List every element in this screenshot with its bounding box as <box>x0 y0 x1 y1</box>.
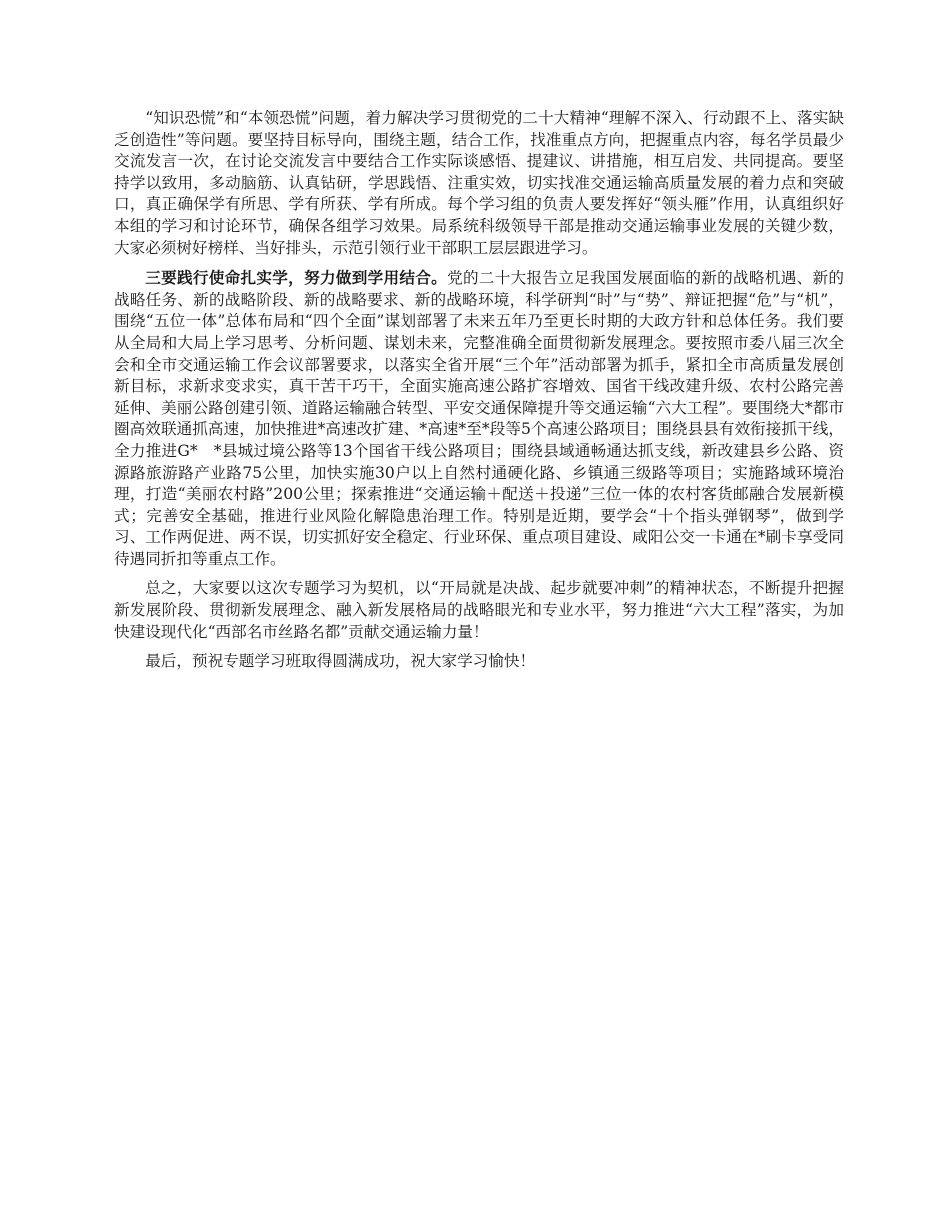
paragraph-4 <box>114 651 844 673</box>
document-body <box>114 108 844 681</box>
paragraph-3-text: 总之，大家要以这次专题学习为契机，以“开局就是决战、起步就要冲刺”的精神状态，不断提升把握新发展阶段、贯彻新发展理念、融入新发展格局的战略眼光和专业水平，努力推进“六大工程”落实，为加快建设现代化“西部名市丝路名都”贡献交通运输力量！ <box>114 579 844 641</box>
paragraph-3 <box>114 578 844 643</box>
paragraph-2 <box>114 267 844 570</box>
paragraph-1-text: “知识恐慌”和“本领恐慌”问题，着力解决学习贯彻党的二十大精神“理解不深入、行动跟不上、落实缺乏创造性”等问题。要坚持目标导向，围绕主题，结合工作，找准重点方向，把握重点内容，每名学员最少交流发言一次，在讨论交流发言中要结合工作实际谈感悟、提建议、讲措施，相互启发、共同提高。要坚持学以致用，多动脑筋、认真钻研，学思践悟、注重实效，切实找准交通运输高质量发展的着力点和突破口，真正确保学有所思、学有所获、学有所成。每个学习组的负责人要发挥好“领头雁”作用，认真组织好本组的学习和讨论环节，确保各组学习效果。局系统科级领导干部是推动交通运输事业发展的关键少数，大家必须树好榜样、当好排头，示范引领行业干部职工层层跟进学习。 <box>114 109 844 257</box>
paragraph-1 <box>114 108 844 259</box>
paragraph-2-lead: 三要践行使命扎实学，努力做到学用结合。 <box>145 268 448 288</box>
paragraph-2-text: 党的二十大报告立足我国发展面临的新的战略机遇、新的战略任务、新的战略阶段、新的战略要求、新的战略环境，科学研判“时”与“势”、辩证把握“危”与“机”，围绕“五位一体”总体布局和“四个全面”谋划部署了未来五年乃至更长时期的大政方针和总体任务。我们要从全局和大局上学习思考、分析问题、谋划未来，完整准确全面贯彻新发展理念。要按照市委八届三次全会和全市交通运输工作会议部署要求，以落实全省开展“三个年”活动部署为抓手，紧扣全市高质量发展创新目标，求新求变求实，真干苦干巧干，全面实施高速公路扩容增效、国省干线改建升级、农村公路完善延伸、美丽公路创建引领、道路运输融合转型、平安交通保障提升等交通运输“六大工程”。要围绕大*都市圈高效联通抓高速，加快推进*高速改扩建、*高速*至*段等5个高速公路项目；围绕县县有效衔接抓干线，全力推进G* *县城过境公路等13个国省干线公路项目；围绕县域通畅通达抓支线，新改建县乡公路、资源路旅游路产业路75公里，加快实施30户以上自然村通硬化路、乡镇通三级路等项目；实施路域环境治理，打造“美丽农村路”200公里；探索推进“交通运输＋配送＋投递”三位一体的农村客货邮融合发展新模式；完善安全基础，推进行业风险化解隐患治理工作。特别是近期，要学会“十个指头弹钢琴”，做到学习、工作两促进、两不误，切实抓好安全稳定、行业环保、重点项目建设、咸阳公交一卡通在*刷卡享受同待遇同折扣等重点工作。 <box>114 269 844 568</box>
paragraph-4-text: 最后，预祝专题学习班取得圆满成功，祝大家学习愉快！ <box>145 652 536 671</box>
